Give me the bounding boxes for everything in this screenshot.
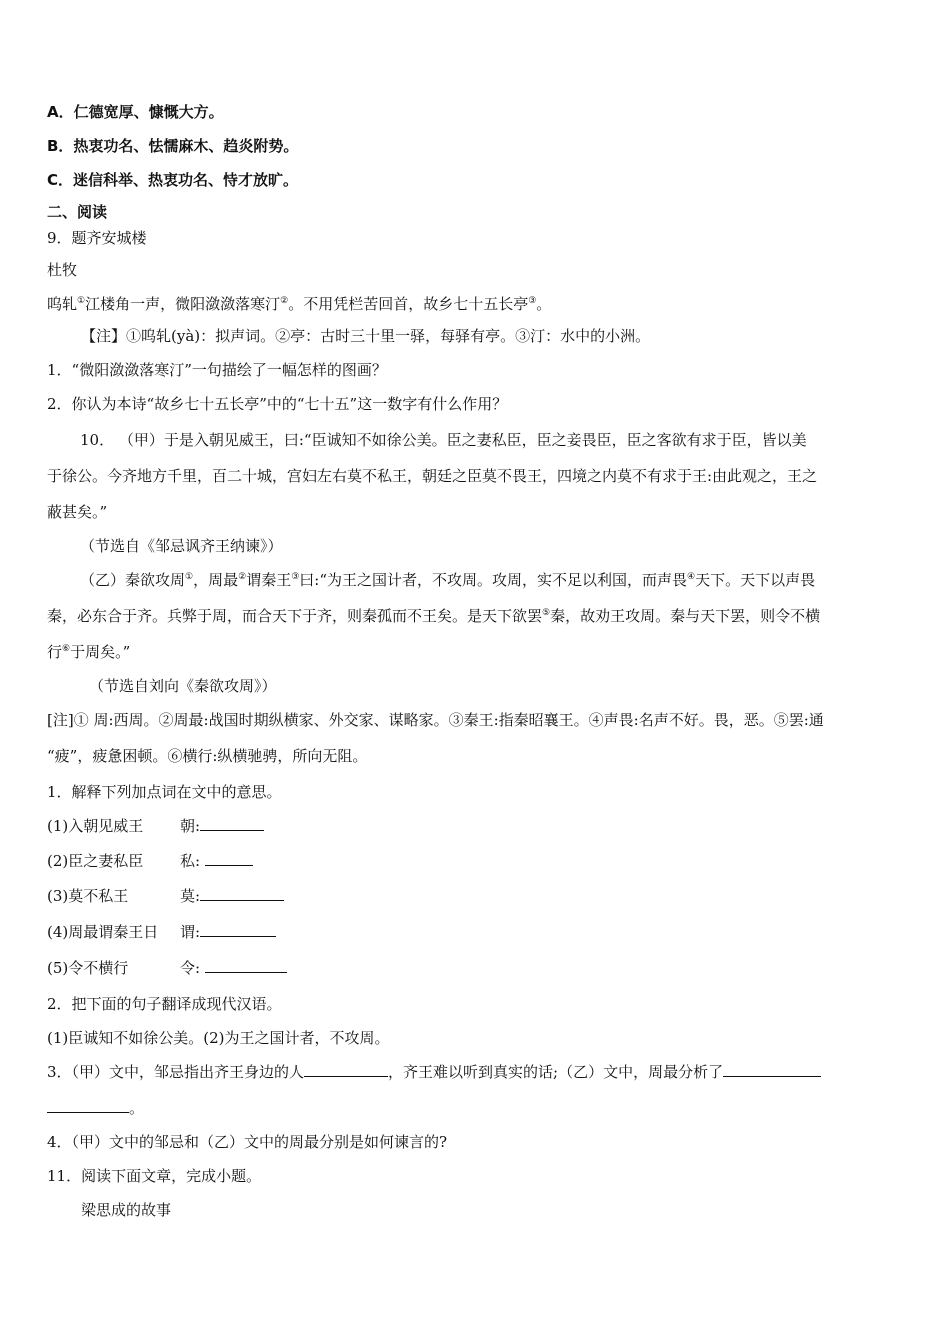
answer-blank[interactable] [47, 1098, 129, 1113]
q11-title: 11．阅读下面文章，完成小题。 [47, 1167, 262, 1185]
q10-yi-line3: 行⑥于周矣。” [47, 643, 131, 661]
answer-blank[interactable] [200, 922, 276, 937]
q10-sub3-line1: 3．（甲）文中，邹忌指出齐王身边的人 ，齐王难以听到真实的话;（乙）文中，周最分析了 [47, 1062, 821, 1082]
q10-jia-line3: 蔽甚矣。” [47, 503, 108, 521]
q10-yi-source: （节选自刘向《秦欲攻周》） [89, 677, 277, 695]
q9-sub2: 2．你认为本诗“故乡七十五长亭”中的“七十五”这一数字有什么作用？ [47, 395, 508, 413]
q10-note-line1: [注]① 周:西周。②周最:战国时期纵横家、外交家、谋略家。③秦王:指秦昭襄王。④声畏:名声不好。畏，恶。⑤罢:通 [47, 711, 824, 729]
q10-sub3-line2: 。 [47, 1098, 144, 1118]
q10-sub2: 2．把下面的句子翻译成现代汉语。 [47, 995, 282, 1013]
word-item: (4)周最谓秦王日 谓: [47, 922, 276, 942]
answer-blank[interactable] [200, 816, 264, 831]
q10-sub1: 1．解释下列加点词在文中的意思。 [47, 783, 282, 801]
answer-blank[interactable] [304, 1062, 388, 1077]
q9-author: 杜牧 [47, 261, 78, 279]
q9-sub1: 1．“微阳潋潋落寒汀”一句描绘了一幅怎样的图画？ [47, 361, 387, 379]
option-c: C．迷信科举、热衷功名、恃才放旷。 [47, 171, 299, 189]
q9-note: 【注】①呜轧(yà)：拟声词。②亭：古时三十里一驿，每驿有亭。③汀：水中的小洲。 [81, 327, 651, 345]
q9-poem: 呜轧①江楼角一声，微阳潋潋落寒汀②。不用凭栏苦回首，故乡七十五长亭③。 [47, 295, 552, 313]
q10-jia-line1: 10． （甲）于是入朝见威王，曰:“臣诚知不如徐公美。臣之妻私臣，臣之妾畏臣，臣之客欲有求于臣，皆以美 [80, 431, 807, 449]
q10-yi-line1: （乙）秦欲攻周①，周最②谓秦王③曰:“为王之国计者，不攻周。攻周，实不足以利国，而声畏④天下。天下以声畏 [80, 571, 816, 589]
answer-blank[interactable] [200, 886, 284, 901]
q10-sub2-items: (1)臣诚知不如徐公美。(2)为王之国计者，不攻周。 [47, 1029, 390, 1047]
q9-title: 9．题齐安城楼 [47, 229, 147, 247]
q10-jia-source: （节选自《邹忌讽齐王纳谏》） [80, 537, 283, 555]
word-item: (3)莫不私王 莫: [47, 886, 284, 906]
q10-note-line2: “疲”，疲惫困顿。⑥横行:纵横驰骋，所向无阻。 [47, 747, 368, 765]
word-item: (1)入朝见威王 朝: [47, 816, 264, 836]
answer-blank[interactable] [723, 1062, 821, 1077]
q11-story-title: 梁思成的故事 [81, 1201, 172, 1219]
answer-blank[interactable] [205, 958, 287, 973]
word-item: (5)令不横行 令: [47, 958, 287, 978]
q10-jia-line2: 于徐公。今齐地方千里，百二十城，宫妇左右莫不私王，朝廷之臣莫不畏王，四境之内莫不有求于王:由此观之，王之 [47, 467, 818, 485]
q10-yi-line2: 秦，必东合于齐。兵弊于周，而合天下于齐，则秦孤而不王矣。是天下欲罢⑤秦，故劝王攻周。秦与天下罢，则令不横 [47, 607, 821, 625]
q10-sub4: 4．（甲）文中的邹忌和（乙）文中的周最分别是如何谏言的? [47, 1133, 448, 1151]
option-a: A．仁德宽厚、慷慨大方。 [47, 103, 224, 121]
answer-blank[interactable] [205, 851, 253, 866]
word-item: (2)臣之妻私臣 私: [47, 851, 253, 871]
section-heading-reading: 二、阅读 [47, 203, 108, 221]
option-b: B．热衷功名、怯懦麻木、趋炎附势。 [47, 137, 299, 155]
